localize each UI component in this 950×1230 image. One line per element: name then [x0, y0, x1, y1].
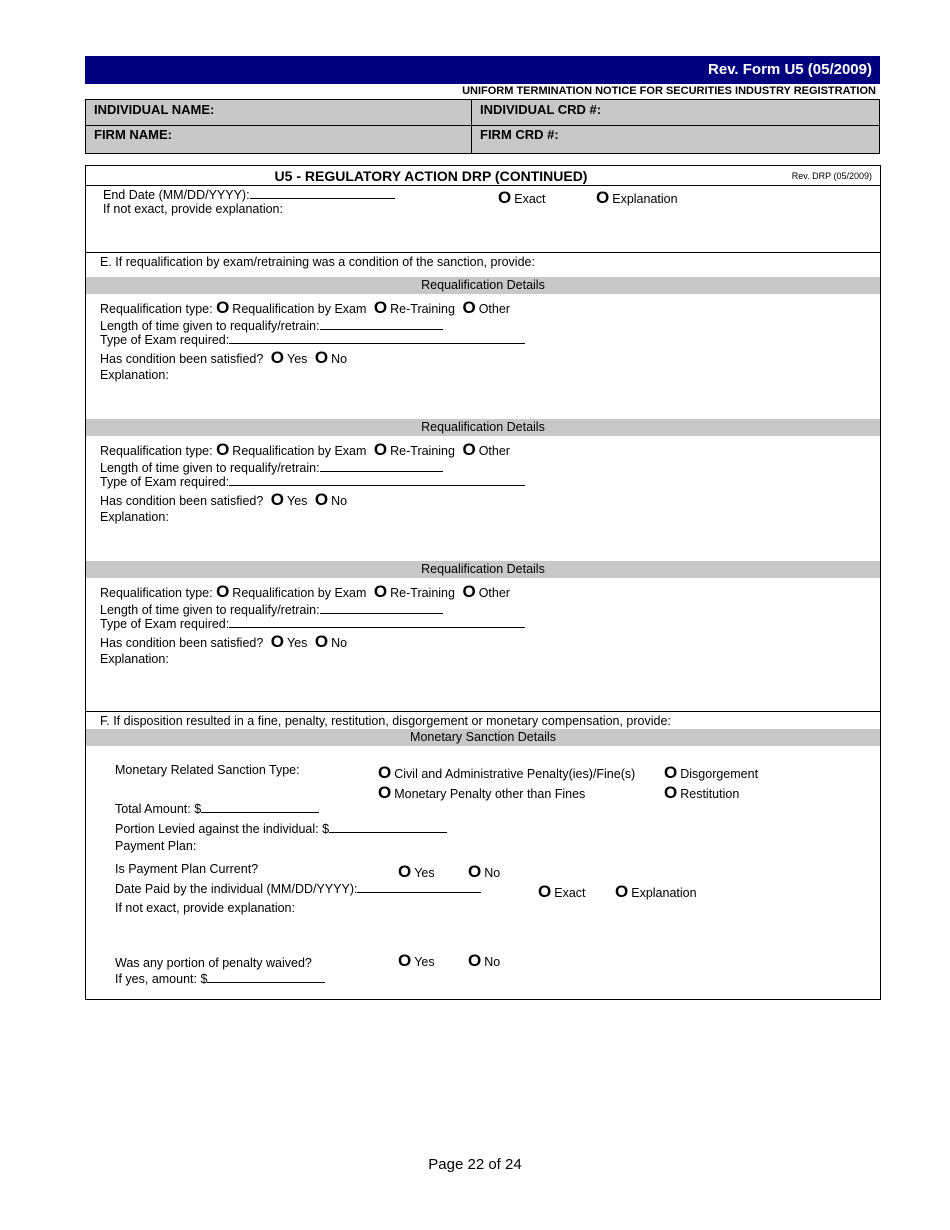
waived-no[interactable]: O No	[468, 951, 501, 970]
requal-length-input[interactable]	[320, 460, 443, 472]
firm-crd-label: FIRM CRD #:	[480, 127, 559, 142]
waived-yes[interactable]: O Yes	[398, 951, 435, 970]
requal-retraining-radio-icon[interactable]: O	[373, 582, 388, 601]
exact-radio-icon[interactable]: O	[538, 882, 552, 901]
end-date-not-exact-label: If not exact, provide explanation:	[103, 202, 283, 216]
requal-exam-radio-icon[interactable]: O	[216, 440, 230, 459]
satisfied-no-radio-icon[interactable]: O	[314, 348, 329, 367]
plan-current-no-radio-icon[interactable]: O	[468, 862, 482, 881]
waived-amount-row: If yes, amount: $	[115, 971, 325, 986]
total-amount-input[interactable]	[201, 801, 319, 813]
requal-exam-type-input[interactable]	[229, 332, 525, 344]
requal-length-row-1: Length of time given to requalify/retrain:	[100, 318, 443, 333]
page-number: Page 22 of 24	[428, 1156, 522, 1173]
requal-explanation-label-3: Explanation:	[100, 652, 169, 666]
monetary-intro: F. If disposition resulted in a fine, penalty, restitution, disgorgement or monetary compensation, provide:	[100, 714, 671, 728]
end-date-row	[103, 187, 395, 202]
requal-exam-type-row-2: Type of Exam required:	[100, 474, 525, 489]
firm-name-label: FIRM NAME:	[94, 127, 172, 142]
date-paid-not-exact-label: If not exact, provide explanation:	[115, 901, 295, 915]
plan-current-no[interactable]: O No	[468, 862, 501, 881]
waived-yes-radio-icon[interactable]: O	[398, 951, 412, 970]
requal-bar-1: Requalification Details	[86, 277, 880, 294]
drp-rev: Rev. DRP (05/2009)	[791, 171, 872, 181]
form-rev-bar	[85, 56, 880, 84]
requal-length-input[interactable]	[320, 318, 443, 330]
portion-levied-row: Portion Levied against the individual: $	[115, 821, 447, 836]
requal-length-row-2: Length of time given to requalify/retrain:	[100, 460, 443, 475]
civil-radio-icon[interactable]: O	[378, 763, 392, 782]
requal-other-radio-icon[interactable]: O	[462, 582, 476, 601]
regulatory-action-drp	[85, 165, 881, 1000]
requal-type-row-2: Requalification type: O Requalification by Exam O Re-Training O Other	[100, 440, 510, 459]
requal-length-input[interactable]	[320, 602, 443, 614]
satisfied-no-radio-icon[interactable]: O	[314, 632, 329, 651]
requal-other-radio-icon[interactable]: O	[462, 298, 476, 317]
satisfied-yes-radio-icon[interactable]: O	[270, 632, 285, 651]
requal-satisfied-row-1: Has condition been satisfied? O Yes O No	[100, 348, 348, 367]
restitution-option[interactable]: O Restitution	[664, 783, 740, 802]
requal-type-row-3: Requalification type: O Requalification by Exam O Re-Training O Other	[100, 582, 510, 601]
monetary-type-label: Monetary Related Sanction Type:	[115, 763, 300, 777]
waived-no-radio-icon[interactable]: O	[468, 951, 482, 970]
satisfied-no-radio-icon[interactable]: O	[314, 490, 329, 509]
date-paid-input[interactable]	[357, 881, 481, 893]
form-title: UNIFORM TERMINATION NOTICE FOR SECURITIES INDUSTRY REGISTRATION	[462, 85, 876, 97]
explanation-radio-icon[interactable]: O	[615, 882, 629, 901]
requal-exam-type-row-3: Type of Exam required:	[100, 616, 525, 631]
total-amount-row: Total Amount: $	[115, 801, 319, 816]
requal-retraining-radio-icon[interactable]: O	[373, 298, 388, 317]
end-date-explanation-option[interactable]: O Explanation	[596, 188, 678, 207]
individual-crd-label: INDIVIDUAL CRD #:	[480, 102, 602, 117]
requal-retraining-radio-icon[interactable]: O	[373, 440, 388, 459]
monetary-penalty-radio-icon[interactable]: O	[378, 783, 392, 802]
requal-exam-radio-icon[interactable]: O	[216, 582, 230, 601]
requal-bar-2: Requalification Details	[86, 419, 880, 436]
requal-other-radio-icon[interactable]: O	[462, 440, 476, 459]
payment-plan-label: Payment Plan:	[115, 839, 197, 853]
satisfied-yes-radio-icon[interactable]: O	[270, 348, 285, 367]
requal-intro: E. If requalification by exam/retraining was a condition of the sanction, provide:	[100, 255, 535, 269]
identity-table	[85, 99, 880, 154]
form-rev: Rev. Form U5 (05/2009)	[708, 61, 872, 78]
requal-exam-type-input[interactable]	[229, 616, 525, 628]
section-title: U5 - REGULATORY ACTION DRP (CONTINUED)	[274, 168, 588, 184]
disgorgement-radio-icon[interactable]: O	[664, 763, 678, 782]
date-paid-explanation-option[interactable]: O Explanation	[615, 882, 697, 901]
end-date-input[interactable]	[250, 187, 395, 199]
date-paid-exact-option[interactable]: O Exact	[538, 882, 586, 901]
satisfied-yes-radio-icon[interactable]: O	[270, 490, 285, 509]
monetary-penalty-option[interactable]: O Monetary Penalty other than Fines	[378, 783, 586, 802]
requal-explanation-label-2: Explanation:	[100, 510, 169, 524]
exact-radio-icon[interactable]: O	[498, 188, 512, 207]
requal-satisfied-row-3: Has condition been satisfied? O Yes O No	[100, 632, 348, 651]
requal-exam-radio-icon[interactable]: O	[216, 298, 230, 317]
waived-amount-input[interactable]	[207, 971, 325, 983]
requal-explanation-label-1: Explanation:	[100, 368, 169, 382]
portion-levied-input[interactable]	[329, 821, 447, 833]
plan-current-label: Is Payment Plan Current?	[115, 862, 259, 876]
requal-length-row-3: Length of time given to requalify/retrain:	[100, 602, 443, 617]
requal-bar-3: Requalification Details	[86, 561, 880, 578]
monetary-bar: Monetary Sanction Details	[86, 729, 880, 746]
requal-exam-type-input[interactable]	[229, 474, 525, 486]
individual-name-label: INDIVIDUAL NAME:	[94, 102, 215, 117]
plan-current-yes-radio-icon[interactable]: O	[398, 862, 412, 881]
requal-exam-type-row-1: Type of Exam required:	[100, 332, 525, 347]
end-date-label: End Date (MM/DD/YYYY):	[103, 188, 250, 202]
explanation-radio-icon[interactable]: O	[596, 188, 610, 207]
requal-satisfied-row-2: Has condition been satisfied? O Yes O No	[100, 490, 348, 509]
plan-current-yes[interactable]: O Yes	[398, 862, 435, 881]
end-date-exact-option[interactable]: O Exact	[498, 188, 546, 207]
requal-type-row-1: Requalification type: O Requalification by Exam O Re-Training O Other	[100, 298, 510, 317]
waived-label: Was any portion of penalty waived?	[115, 956, 312, 970]
civil-option[interactable]: O Civil and Administrative Penalty(ies)/Fine(s)	[378, 763, 636, 782]
restitution-radio-icon[interactable]: O	[664, 783, 678, 802]
date-paid-row: Date Paid by the individual (MM/DD/YYYY):	[115, 881, 481, 896]
disgorgement-option[interactable]: O Disgorgement	[664, 763, 759, 782]
